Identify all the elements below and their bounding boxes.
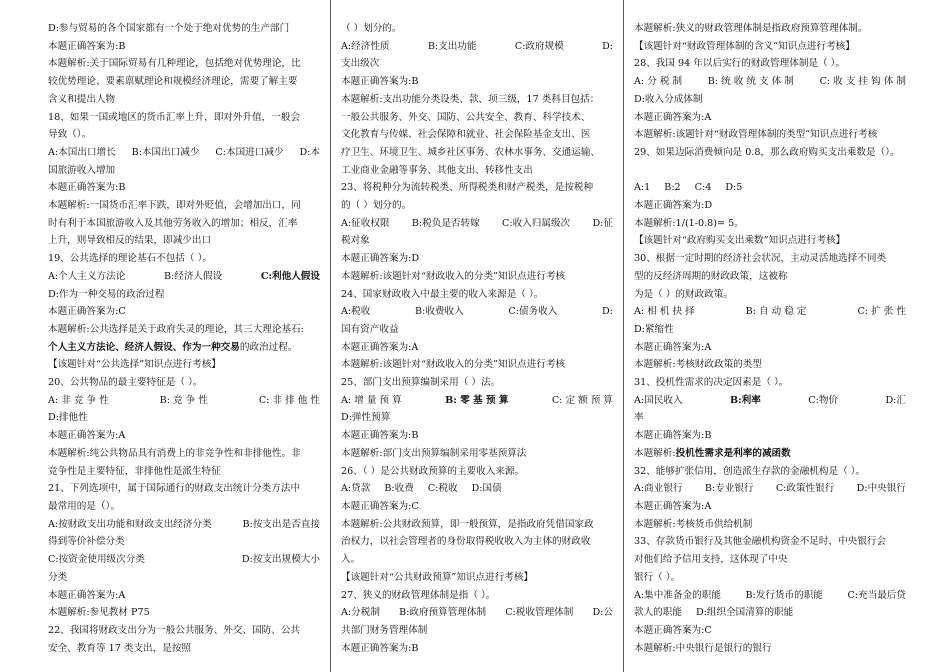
text-line (48, 604, 320, 622)
text-line (634, 215, 906, 233)
text-line (634, 516, 906, 534)
text: 本题正确答案为:B (48, 182, 126, 194)
answer-option: C: 扩 张 性 (857, 306, 906, 318)
text-line (634, 533, 906, 551)
text (634, 165, 637, 176)
text: 27、狭义的财政管理体制是指（ ）。 (341, 589, 496, 601)
text-line (48, 356, 320, 374)
answer-option: A:本国出口增长 (48, 146, 116, 158)
text: 29、如果边际消费倾向是 0.8，那么政府购买支出乘数是（）。 (634, 146, 900, 158)
text-line (341, 91, 613, 109)
text: 本题解析:一国货币汇率下跌，即对外贬值，会增加出口，同 (48, 200, 301, 212)
text-line (341, 551, 613, 569)
text-line (341, 339, 613, 357)
text-line (634, 622, 906, 640)
answer-option: A: 分 税 制 (634, 76, 683, 88)
text: 本题解析:1/(1-0.8)= 5。 (634, 217, 744, 229)
text: D:收入分成体制 (634, 93, 703, 105)
text: 本题解析:公共选择是关于政府失灵的理论，其三大理论基石: (48, 323, 304, 335)
text-column-2 (341, 20, 613, 672)
text: 入。 (341, 554, 361, 566)
answer-options-line (634, 587, 906, 605)
text-line (634, 551, 906, 569)
answer-option: C:税收管理体制 (505, 607, 574, 619)
text: 23、将税种分为流转税类、所得税类和财产税类，是按税种 (341, 182, 594, 194)
answer-option: C: 定 额 预 算 (551, 394, 613, 406)
text-line (341, 55, 613, 73)
text: 本题正确答案为:C (48, 306, 126, 318)
text-line (48, 109, 320, 127)
answer-option: C:按资金使用级次分类 (48, 554, 145, 566)
answer-option: B:按支出是否直接 (242, 518, 320, 530)
answer-option: D:中央银行 (856, 483, 906, 495)
answer-option: A:1 (634, 182, 651, 194)
text-line (634, 109, 906, 127)
answer-option: C:4 (694, 182, 712, 194)
text-line (634, 427, 906, 445)
text-line (634, 569, 906, 587)
text-line (341, 498, 613, 516)
text: 本题正确答案为:B (341, 430, 419, 442)
text: 本题解析:该题针对“财政收入的分类”知识点进行考核 (341, 270, 566, 282)
text-line (48, 250, 320, 268)
text: 较优势理论、要素禀赋理论和规模经济理论，需要了解主要 (48, 76, 298, 88)
text: 本题解析:关于国际贸易有几种理论，包括绝对优势理论，比 (48, 58, 301, 70)
text: 国有资产收益 (341, 323, 399, 335)
text: 本题解析:支出功能分类设类、款、项三级，17 类科目包括： (341, 93, 600, 105)
text: 本题正确答案为:A (634, 111, 712, 123)
text: 本题正确答案为:B (341, 76, 419, 88)
bold-text: 投机性需求是利率的减函数 (675, 447, 791, 459)
text-line (341, 126, 613, 144)
answer-options-line (48, 144, 320, 162)
text-line (341, 321, 613, 339)
text: 【该题针对“财政管理体制的含义”知识点进行考核】 (634, 40, 855, 52)
answer-option: C: 收 支 挂 钩 体 制 (819, 76, 906, 88)
text: 本题正确答案为:B (634, 430, 712, 442)
answer-option: B:2 (664, 182, 681, 194)
text: 一般公共服务、外交、国防、公共安全、教育、科学技术、 (341, 111, 591, 123)
text: 本题解析:中央银行是银行的银行 (634, 642, 772, 654)
text-line (48, 303, 320, 321)
answer-option: A:分税制 (341, 607, 380, 619)
text-line (48, 339, 320, 357)
text-line (634, 91, 906, 109)
text: 【该题针对“公共财政预算”知识点进行考核】 (341, 571, 534, 583)
answer-options-line (48, 551, 320, 569)
text: 治权力，以社会管理者的身份取得税收收入为主体的财政收 (341, 536, 591, 548)
text-column-3 (634, 20, 906, 672)
answer-option: B: 自 动 稳 定 (745, 306, 807, 318)
answer-option: B:收费收入 (415, 306, 464, 318)
text: 竞争性是主要特征，非排他性是派生特征 (48, 465, 221, 477)
text: 本题正确答案为:C (634, 624, 712, 636)
text: 本题解析:部门支出预算编制采用零基预算法 (341, 447, 527, 459)
text: 24、国家财政收入中最主要的收入来源是（ ）。 (341, 288, 544, 300)
text: 28、我国 94 年以后实行的财政管理体制是（ ）。 (634, 58, 846, 70)
answer-option: A:按财政支出功能和财政支出经济分类 (48, 518, 212, 530)
text: 本题解析:该题针对“财政管理体制的类型”知识点进行考核 (634, 129, 878, 141)
text: 文化教育与传媒、社会保障和就业、社会保险基金支出、医 (341, 129, 591, 141)
text-line (634, 126, 906, 144)
answer-option: C:充当最后贷 (847, 589, 906, 601)
text-line (634, 268, 906, 286)
answer-option: D: (602, 40, 613, 52)
text-line (634, 356, 906, 374)
text: 率 (634, 412, 644, 424)
text-line (634, 286, 906, 304)
answer-option: A:征收权限 (341, 217, 390, 229)
text-line (341, 587, 613, 605)
text: （ ）划分的。 (341, 23, 402, 34)
text-line (634, 463, 906, 481)
text: 本题正确答案为:A (48, 589, 126, 601)
text-line (48, 533, 320, 551)
answer-option: D:按支出规模大小 (241, 554, 320, 566)
text-line (341, 73, 613, 91)
text: D:参与贸易的各个国家都有一个处于绝对优势的生产部门 (48, 23, 290, 34)
text: 型的反经济周期的财政政策，这被称 (634, 270, 788, 282)
text-line (341, 162, 613, 180)
text: 本题解析: (634, 447, 676, 459)
text: 本题解析:考核财政政策的类型 (634, 359, 762, 371)
answer-option: C:债务收入 (508, 306, 558, 318)
answer-options-line (341, 38, 613, 56)
answer-option: B:发行货币的职能 (745, 589, 823, 601)
text-line (341, 179, 613, 197)
answer-options-line (341, 215, 613, 233)
text-line (341, 250, 613, 268)
text-line (634, 250, 906, 268)
text: D:弹性预算 (341, 412, 391, 424)
text-line (48, 622, 320, 640)
answer-option: B: 竞 争 性 (159, 394, 208, 406)
text: 本题解析:纯公共物品具有消费上的非竞争性和非排他性。非 (48, 447, 301, 459)
text-line (341, 622, 613, 640)
text-line (48, 498, 320, 516)
text-line (634, 55, 906, 73)
text-line (48, 427, 320, 445)
text: 疗卫生、环境卫生、城乡社区事务、农林水事务、交通运输、 (341, 146, 601, 158)
text-line (634, 321, 906, 339)
text: 款人的职能 (634, 607, 682, 619)
text-line (48, 197, 320, 215)
text: 本题正确答案为:A (634, 341, 712, 353)
text-line (48, 20, 320, 38)
text: 本题正确答案为:A (341, 341, 419, 353)
text-line (48, 286, 320, 304)
text-line (341, 374, 613, 392)
text-line (48, 232, 320, 250)
bold-text: 个人主义方法论、经济人假设、作为一种交易 (48, 341, 240, 353)
text-line (341, 463, 613, 481)
text: 本题正确答案为:D (634, 200, 713, 212)
answer-option: B:本国出口减少 (131, 146, 200, 158)
text-line (634, 640, 906, 658)
answer-options-line (634, 303, 906, 321)
text-line (48, 587, 320, 605)
answer-options-line (48, 516, 320, 534)
answer-option: D:本 (299, 146, 320, 158)
answer-options-line (634, 179, 906, 197)
text: 本题解析:狭义的财政管理体制是指政府预算管理体制。 (634, 23, 868, 34)
text: D:紧缩性 (634, 323, 674, 335)
answer-option: D: (602, 306, 613, 318)
text-line (634, 445, 906, 463)
text: 本题正确答案为:D (341, 253, 420, 265)
text: 银行（ ）。 (634, 571, 681, 583)
text: 26、（ ）是公共财政预算的主要收入来源。 (341, 465, 525, 477)
text-line (48, 569, 320, 587)
text: 得到等价补偿分类 (48, 536, 125, 548)
text-line (341, 286, 613, 304)
text-line (634, 38, 906, 56)
text: 的政治过程。 (239, 341, 298, 353)
text: 19、公共选择的理论基石不包括（ ）。 (48, 253, 212, 265)
answer-options-line (634, 392, 906, 410)
text: 本题解析:该题针对“财政收入的分类”知识点进行考核 (341, 359, 566, 371)
text-line (48, 640, 320, 658)
answer-option: D:征 (592, 217, 613, 229)
answer-option: C: 非 排 他 性 (258, 394, 320, 406)
text: 本题正确答案为:B (341, 642, 419, 654)
answer-options-line (634, 480, 906, 498)
text: 上升，则导致相反的结果，即减少出口 (48, 235, 212, 247)
text: 22、我国将财政支出分为一般公共服务、外交、国防、公共 (48, 624, 301, 636)
text: 【该题针对“公共选择”知识点进行考核】 (48, 359, 221, 371)
text-line (634, 339, 906, 357)
text-line (634, 162, 906, 180)
text: 18、如果一国或地区的货币汇率上升，即对外升值，一般会 (48, 111, 301, 123)
answer-option: C:本国进口减少 (215, 146, 284, 158)
answer-option: B:政府预算管理体制 (399, 607, 487, 619)
answer-option: A:个人主义方法论 (48, 270, 126, 282)
text: 最常用的是（）。 (48, 500, 120, 512)
text-line (634, 144, 906, 162)
answer-options-line (48, 392, 320, 410)
text-line (48, 91, 320, 109)
text: 20、公共物品的最主要特征是（ ）。 (48, 377, 203, 389)
text: 本题解析:公共财政预算，即一般预算，是指政府凭借国家政 (341, 518, 594, 530)
answer-option: A:贷款 (341, 483, 371, 495)
text-line (341, 516, 613, 534)
answer-options-line (341, 480, 613, 498)
text-line (634, 20, 906, 38)
text-line (48, 73, 320, 91)
text: 本题正确答案为:B (48, 40, 126, 52)
text: 本题正确答案为:C (341, 500, 419, 512)
text: 共部门财务管理体制 (341, 624, 428, 636)
text: D:排他性 (48, 412, 88, 424)
answer-option: A:经济性质 (341, 40, 390, 52)
answer-option: D:汇 (885, 394, 906, 406)
answer-option: A: 非 竞 争 性 (48, 394, 109, 406)
answer-option: C:政策性银行 (775, 483, 835, 495)
answer-options-line (634, 73, 906, 91)
text: 32、能够扩张信用，创造派生存款的金融机构是（ ）。 (634, 465, 866, 477)
text: 为是（ ）的财政政策。 (634, 288, 733, 300)
text: 21、下列选项中，属于国际通行的财政支出统计分类方法中 (48, 483, 301, 495)
answer-option: D:组织全国清算的职能 (695, 607, 794, 619)
text: 本题解析:考核货币供给机制 (634, 518, 753, 530)
text-line (48, 480, 320, 498)
answer-option: A:国民收入 (634, 394, 683, 406)
text: 本题解析:参见教材 P75 (48, 607, 150, 619)
answer-option: C:收入归属级次 (502, 217, 571, 229)
text: 本题正确答案为:A (48, 430, 126, 442)
column-divider (330, 0, 331, 672)
answer-option: A: 相 机 抉 择 (634, 306, 695, 318)
text-line (48, 215, 320, 233)
text: 对他们给予信用支持，这体现了中央 (634, 554, 788, 566)
text: 税对象 (341, 235, 370, 247)
answer-option: D:国债 (471, 483, 502, 495)
text: 【该题针对“政府购买支出乘数”知识点进行考核】 (634, 235, 846, 247)
text: 31、投机性需求的决定因素是（ ）。 (634, 377, 789, 389)
text: 25、部门支出预算编制采用（ ）法。 (341, 377, 501, 389)
text-line (48, 179, 320, 197)
text-line (341, 533, 613, 551)
text-line (341, 232, 613, 250)
text-line (48, 126, 320, 144)
text-line (48, 55, 320, 73)
text: 本题正确答案为:A (634, 500, 712, 512)
text: 含义和提出人物 (48, 93, 116, 105)
text-line (634, 374, 906, 392)
answer-option: C:物价 (808, 394, 839, 406)
text-line (341, 268, 613, 286)
answer-option: A: 增 量 预 算 (341, 394, 402, 406)
answer-option: A:商业银行 (634, 483, 683, 495)
text: 支出级次 (341, 58, 380, 70)
text-line (634, 498, 906, 516)
text-column-1 (48, 20, 320, 672)
text: 安全、教育等 17 类支出，是按照 (48, 642, 192, 654)
answer-option: C:政府规模 (514, 40, 564, 52)
text-line (341, 445, 613, 463)
text-line (48, 409, 320, 427)
text: 时有利于本国旅游收入及其他劳务收入的增加；相反，汇率 (48, 217, 298, 229)
text: 国旅游收入增加 (48, 164, 116, 176)
answer-option: B:经济人假设 (163, 270, 223, 282)
text-line (48, 445, 320, 463)
text: 的（ ）划分的。 (341, 200, 412, 212)
text-line (341, 197, 613, 215)
text-line (634, 232, 906, 250)
answer-option: B:利率 (729, 394, 761, 406)
text-line (634, 604, 906, 622)
text-line (48, 321, 320, 339)
answer-options-line (341, 604, 613, 622)
answer-option: B:收费 (384, 483, 414, 495)
text-line (341, 356, 613, 374)
text-line (341, 20, 613, 38)
text-line (341, 409, 613, 427)
answer-option: B: 统 收 统 支 体 制 (707, 76, 794, 88)
text: 30、根据一定时期的经济社会状况，主动灵活地选择不同类 (634, 253, 887, 265)
text-line (341, 109, 613, 127)
answer-option: B: 零 基 预 算 (445, 394, 509, 406)
text-line (634, 409, 906, 427)
answer-option: A:集中准备金的职能 (634, 589, 721, 601)
text: 分类 (48, 571, 68, 583)
text: D:作为一种交易的政治过程 (48, 288, 165, 300)
text: 33、存款货币银行及其他金融机构资金不足时，中央银行会 (634, 536, 887, 548)
answer-options-line (341, 303, 613, 321)
text-line (48, 38, 320, 56)
column-divider (623, 0, 624, 672)
text-line (48, 463, 320, 481)
text-line (341, 569, 613, 587)
answer-options-line (341, 392, 613, 410)
answer-option: B:税负是否转嫁 (411, 217, 480, 229)
answer-option: C:税收 (427, 483, 458, 495)
answer-option: D:5 (725, 182, 743, 194)
text-line (634, 197, 906, 215)
answer-option: D:公 (592, 607, 613, 619)
text-line (341, 427, 613, 445)
answer-option: B:支出功能 (427, 40, 477, 52)
text-line (48, 162, 320, 180)
text: 工业商业金融等事务、其他支出、转移性支出 (341, 164, 533, 176)
text-line (48, 374, 320, 392)
answer-options-line (48, 268, 320, 286)
text-line (341, 144, 613, 162)
text-line (341, 640, 613, 658)
text: 导致（）。 (48, 129, 92, 141)
answer-option: A:税收 (341, 306, 371, 318)
answer-option: C:利他人假设 (260, 270, 320, 282)
answer-option: B:专业银行 (704, 483, 754, 495)
